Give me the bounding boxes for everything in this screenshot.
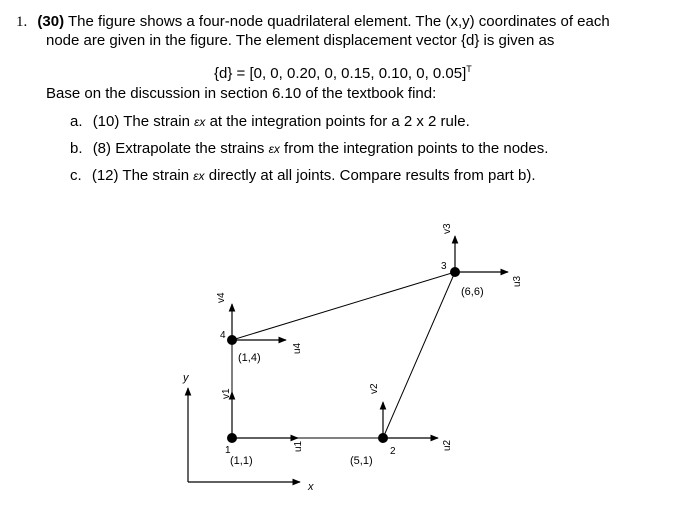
vector-text: {d} = [0, 0, 0.20, 0, 0.15, 0.10, 0, 0.05] (214, 65, 467, 82)
node-2 (378, 433, 388, 443)
part-letter: b. (70, 140, 83, 157)
base-line: Base on the discussion in section 6.10 of the textbook find: (46, 85, 437, 102)
part-post: directly at all joints. Compare results from part b). (204, 167, 536, 184)
node-4 (227, 335, 237, 345)
node-3-coord: (6,6) (461, 286, 484, 298)
intro-line-1: The figure shows a four-node quadrilateral element. The (x,y) coordinates of each (64, 13, 610, 30)
node-2-coord: (5,1) (350, 455, 373, 467)
part-letter: a. (70, 113, 83, 130)
node-1-v-label: v1 (221, 388, 232, 399)
problem-number: 1. (16, 14, 28, 30)
node-1-u-label: u1 (293, 440, 304, 452)
element-outline (232, 272, 455, 438)
node-2-id: 2 (390, 446, 396, 457)
node-4-id: 4 (220, 330, 226, 341)
node-1 (227, 433, 237, 443)
part-post: at the integration points for a 2 x 2 rule. (205, 113, 470, 130)
node-1-coord: (1,1) (230, 455, 253, 467)
part-pre: (10) The strain (92, 113, 195, 130)
node-3-v-label: v3 (442, 223, 453, 234)
strain-symbol: εx (194, 115, 206, 129)
part-pre: (8) Extrapolate the strains (92, 140, 269, 157)
strain-symbol: εx (193, 169, 205, 183)
node-2-v-label: v2 (369, 383, 380, 394)
part-letter: c. (70, 167, 82, 184)
node-3-u-label: u3 (512, 275, 523, 287)
vector-transpose: T (466, 64, 472, 74)
strain-symbol: εx (268, 142, 280, 156)
node-1-id: 1 (225, 445, 231, 456)
problem-points: (30) (37, 13, 65, 30)
part-post: from the integration points to the nodes. (279, 140, 549, 157)
node-4-v-label: v4 (216, 292, 227, 303)
node-3 (450, 267, 460, 277)
intro-line-2: node are given in the figure. The element displacement vector {d} is given as (46, 32, 555, 49)
node-2-u-label: u2 (442, 439, 453, 451)
node-4-u-label: u4 (292, 342, 303, 354)
node-3-id: 3 (441, 261, 447, 272)
y-axis-label: y (183, 372, 189, 384)
x-axis-label: x (308, 481, 314, 493)
part-pre: (12) The strain (91, 167, 194, 184)
node-4-coord: (1,4) (238, 352, 261, 364)
